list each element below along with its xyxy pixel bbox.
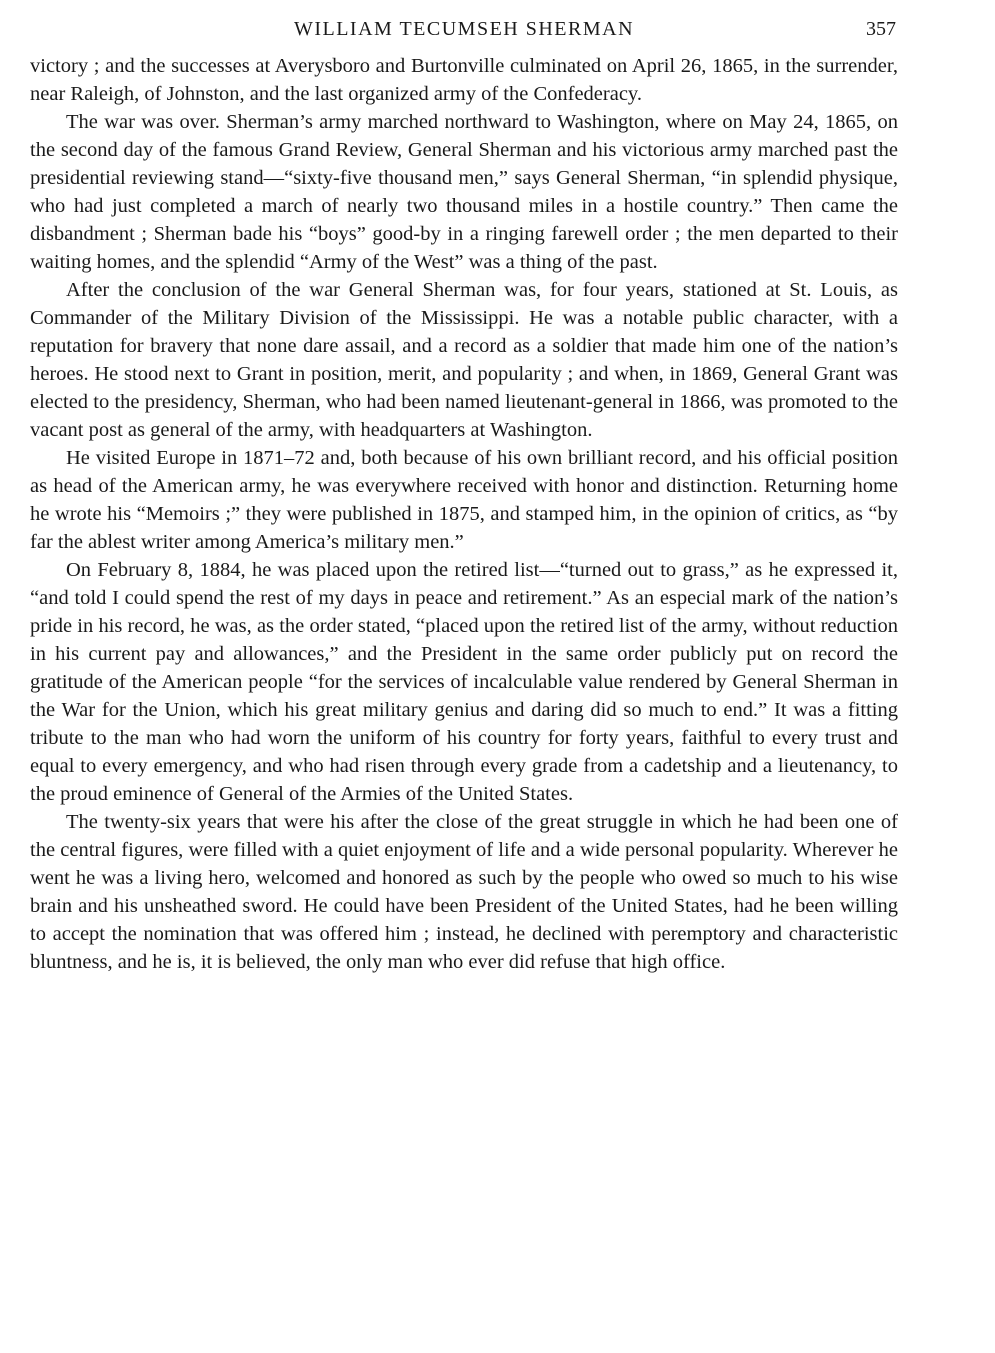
body-text — [30, 52, 898, 976]
running-title: WILLIAM TECUMSEH SHERMAN — [293, 18, 635, 40]
paragraph-later-years: The twenty-six years that were his after the close of the great struggle in which he had been one of the central figures, were filled with a quiet enjoyment of life and a wide personal popularity. Wherever he went he was a living hero, welcomed and honored as such by the people who owed so much to his wise brain and his unsheathed sword. He could have been President of the United States, had he been willing to accept the nomination that was offered him ; instead, he declined with peremptory and characteristic bluntness, and he is, it is believed, the only man who ever did refuse that high office. — [30, 811, 898, 973]
paragraph-retirement: On February 8, 1884, he was placed upon the retired list—“turned out to grass,” as he expressed it, “and told I could spend the rest of my days in peace and retirement.” As an especial mark of the nation’s pride in his record, he was, as the order stated, “placed upon the retired list of the army, without reduction in his current pay and allowances,” and the President in the same order publicly put on record the gratitude of the American people “for the services of incalculable value rendered by General Sherman in the War for the Union, which his great military genius and daring did so much to end.” It was a fitting tribute to the man who had worn the uniform of his country for forty years, faithful to every trust and equal to every emergency, and who had risen through every grade from a cadetship and a lieutenancy, to the proud eminence of General of the Armies of the United States. — [30, 559, 898, 805]
page-number: 357 — [866, 18, 896, 40]
book-page — [30, 18, 898, 976]
paragraph-st-louis: After the conclusion of the war General Sherman was, for four years, stationed at St. Louis, as Commander of the Military Division of the Mississippi. He was a notable public character, with a reputation for bravery that none dare assail, and a record as a soldier that made him one of the nation’s heroes. He stood next to Grant in position, merit, and popularity ; and when, in 1869, General Grant was elected to the presidency, Sherman, who had been named lieutenant-general in 1866, was promoted to the vacant post as general of the army, with headquarters at Washington. — [30, 279, 898, 441]
running-head — [30, 18, 898, 50]
paragraph-europe-memoirs: He visited Europe in 1871–72 and, both because of his own brilliant record, and his official position as head of the American army, he was everywhere received with honor and distinction. Returning home he wrote his “Memoirs ;” they were published in 1875, and stamped him, in the opinion of critics, as “by far the ablest writer among America’s military men.” — [30, 447, 898, 553]
paragraph-continued: victory ; and the successes at Averysboro and Burtonville culminated on April 26, 1865, in the surrender, near Raleigh, of Johnston, and the last organized army of the Confederacy. — [30, 55, 898, 105]
paragraph-war-over: The war was over. Sherman’s army marched northward to Washington, where on May 24, 1865, on the second day of the famous Grand Review, General Sherman and his victorious army marched past the presidential reviewing stand—“sixty-five thousand men,” says General Sherman, “in splendid physique, who had just completed a march of nearly two thousand miles in a hostile country.” Then came the disbandment ; Sherman bade his “boys” good-by in a ringing farewell order ; the men departed to their waiting homes, and the splendid “Army of the West” was a thing of the past. — [30, 111, 898, 273]
